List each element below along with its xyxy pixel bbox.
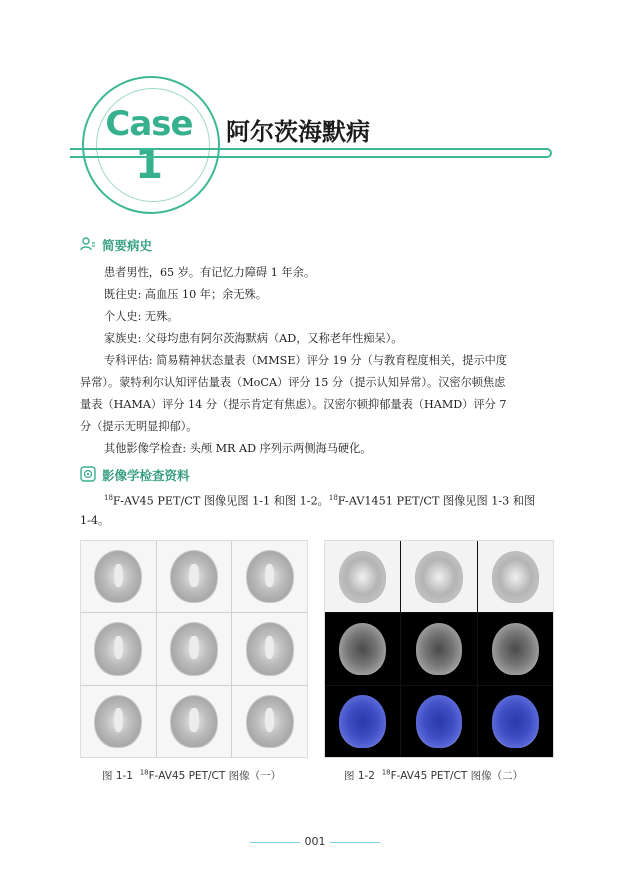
evaluation-line-2: 异常）。蒙特利尔认知评估量表（MoCA）评分 15 分（提示认知异常）。汉密尔顿焦虑 [80,376,506,389]
superscript: 18 [328,494,338,502]
fused-axial [325,686,400,757]
ct-axial [325,613,400,684]
figure-1-2 [324,540,554,758]
pet-slice [157,541,232,612]
evaluation-line-3: 量表（HAMA）评分 14 分（提示肯定有焦虑）。汉密尔顿抑郁量表（HAMD）评分 7 [80,398,507,411]
figure-1-1 [80,540,308,758]
figure-caption-text: F-AV45 PET/CT 图像（二） [390,770,524,782]
case-number: 1 [135,142,163,188]
other-imaging-line: 其他影像学检查: 头颅 MR AD 序列示两侧海马硬化。 [104,442,372,455]
title-underline [70,148,552,158]
figure-label: 图 1-2 [344,770,375,782]
superscript: 18 [139,768,149,777]
history-line-2: 既往史: 高血压 10 年；余无殊。 [104,288,267,301]
fused-sagittal [478,686,553,757]
imaging-text-a: F-AV45 PET/CT 图像见图 1-1 和图 1-2。 [112,494,329,508]
history-line-4: 家族史: 父母均患有阿尔茨海默病（AD，又称老年性痴呆）。 [104,332,403,345]
pet-coronal [401,541,476,612]
pet-slice [81,541,156,612]
superscript: 18 [381,768,391,777]
ct-coronal [401,613,476,684]
history-line-1: 患者男性，65 岁。有记忆力障碍 1 年余。 [104,266,316,279]
pet-sagittal [478,541,553,612]
pet-slice [232,686,307,757]
section-heading-imaging: 影像学检查资料 [102,468,190,483]
history-line-3: 个人史: 无殊。 [104,310,179,323]
imaging-text-b: F-AV1451 PET/CT 图像见图 1-3 和图 [337,494,536,508]
case-word: Case [105,104,193,144]
fused-coronal [401,686,476,757]
imaging-line-2: 1-4。 [80,514,110,527]
figure-label: 图 1-1 [102,770,133,782]
pet-axial [325,541,400,612]
superscript: 18 [104,494,113,502]
imaging-line-1 [104,488,564,512]
evaluation-line-1: 专科评估: 简易精神状态量表（MMSE）评分 19 分（与教育程度相关，提示中度 [104,354,508,367]
figure-1-1-caption [102,768,281,783]
pet-slice [157,686,232,757]
pet-slice [81,686,156,757]
figure-1-2-caption [344,768,523,783]
imaging-icon [80,466,96,482]
ct-sagittal [478,613,553,684]
pet-slice [232,541,307,612]
pet-slice [81,613,156,684]
section-heading-history: 简要病史 [102,238,153,253]
page-title: 阿尔茨海默病 [226,118,370,146]
pet-slice [157,613,232,684]
person-icon [80,236,96,252]
page-number: 001 [304,835,326,848]
figure-caption-text: F-AV45 PET/CT 图像（一） [148,770,282,782]
pet-slice [232,613,307,684]
evaluation-line-4: 分（提示无明显抑郁）。 [80,420,198,433]
